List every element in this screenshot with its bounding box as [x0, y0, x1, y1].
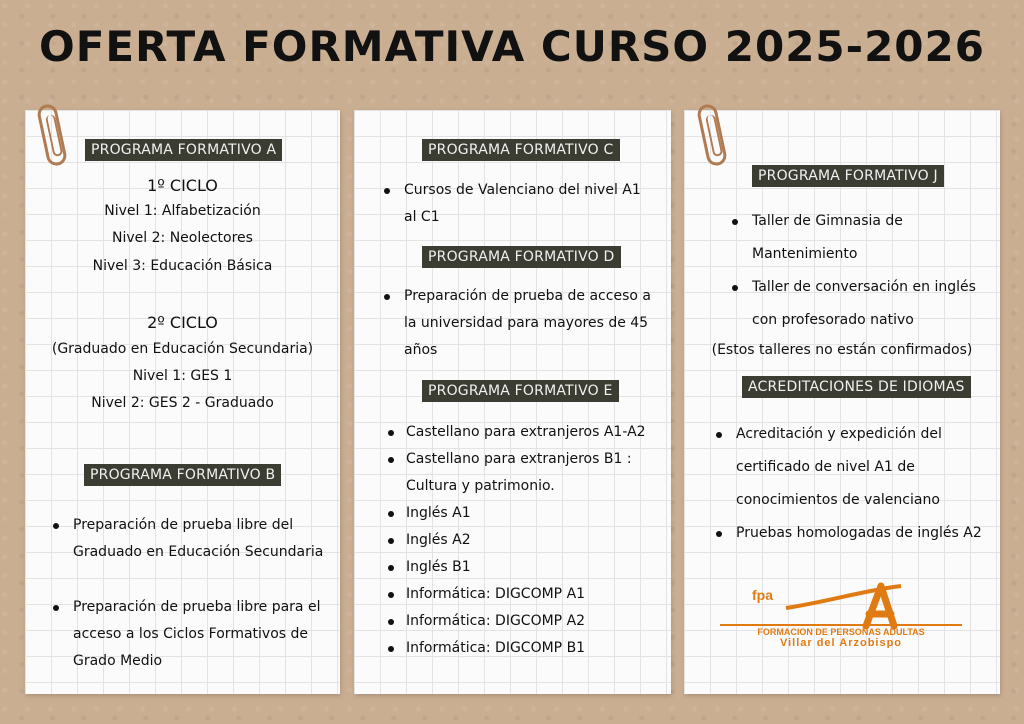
list-item-line: Cultura y patrimonio.: [406, 478, 555, 494]
bullet-icon: [388, 430, 394, 436]
bullet-icon: [732, 219, 738, 225]
list-item-line: Cursos de Valenciano del nivel A1: [404, 182, 641, 198]
bullet-icon: [388, 511, 394, 517]
list-item: [388, 527, 668, 554]
logo-abbr: fpa: [752, 587, 773, 603]
list-item-line: certificado de nivel A1 de: [736, 459, 915, 475]
card-programs-a-b: [25, 110, 340, 694]
list-item: [384, 177, 664, 231]
list-item-label: Informática: DIGCOMP A1: [406, 586, 586, 602]
list-item-line: Acreditación y expedición del: [736, 426, 942, 442]
bullet-icon: [53, 523, 59, 529]
bullet-icon: [388, 592, 394, 598]
list-item-line: Mantenimiento: [752, 246, 858, 262]
cycle1-heading: 1º CICLO: [147, 176, 218, 195]
list-item: [388, 635, 668, 662]
fpa-logo-mark: [716, 578, 966, 648]
bullet-icon: [53, 605, 59, 611]
list-item-line: conocimientos de valenciano: [736, 492, 940, 508]
list-item-line: la universidad para mayores de 45: [404, 315, 649, 331]
level3-text: Nivel 3: Educación Básica: [92, 258, 273, 274]
program-d-tag: PROGRAMA FORMATIVO D: [422, 246, 621, 268]
program-a-tag: PROGRAMA FORMATIVO A: [85, 139, 282, 161]
list-item-line: Castellano para extranjeros B1 :: [406, 451, 632, 467]
list-item: [53, 594, 333, 675]
bullet-icon: [388, 538, 394, 544]
card-programs-c-d-e: [354, 110, 671, 694]
list-item: [53, 512, 333, 566]
bullet-icon: [716, 531, 722, 537]
list-item-label: Pruebas homologadas de inglés A2: [736, 525, 982, 541]
list-item-line: Preparación de prueba de acceso a: [404, 288, 651, 304]
list-item-line: acceso a los Ciclos Formativos de: [73, 626, 309, 642]
list-item: [384, 283, 664, 364]
list-item: [716, 517, 996, 550]
program-c-tag: PROGRAMA FORMATIVO C: [422, 139, 620, 161]
list-item-line: con profesorado nativo: [752, 312, 914, 328]
list-item-line: años: [404, 342, 438, 358]
list-item-line: Preparación de prueba libre del: [73, 517, 294, 533]
program-e-tag: PROGRAMA FORMATIVO E: [422, 380, 619, 402]
list-item: [388, 581, 668, 608]
bullet-icon: [388, 457, 394, 463]
list-item-label: Inglés A2: [406, 532, 471, 548]
fpa-logo: [716, 578, 966, 648]
list-item-label: Inglés A1: [406, 505, 471, 521]
program-b-tag: PROGRAMA FORMATIVO B: [84, 464, 281, 486]
list-item-label: Informática: DIGCOMP B1: [406, 640, 586, 656]
bullet-icon: [716, 432, 722, 438]
list-item: [388, 446, 668, 500]
list-item-line: Preparación de prueba libre para el: [73, 599, 321, 615]
list-item-line: Graduado en Educación Secundaria: [73, 544, 324, 560]
list-item-line: Taller de Gimnasia de: [752, 213, 903, 229]
ges1-text: Nivel 1: GES 1: [132, 368, 233, 384]
level1-text: Nivel 1: Alfabetización: [104, 203, 261, 219]
list-item: [388, 554, 668, 581]
list-item-group: [388, 419, 668, 662]
list-item: [716, 418, 996, 517]
cycle2-subtitle: (Graduado en Educación Secundaria): [51, 341, 314, 357]
bullet-icon: [384, 188, 390, 194]
cycle2-heading: 2º CICLO: [147, 313, 218, 332]
logo-line2: Villar del Arzobispo: [779, 637, 903, 648]
list-item-label: Informática: DIGCOMP A2: [406, 613, 586, 629]
bullet-icon: [388, 646, 394, 652]
ges2-text: Nivel 2: GES 2 - Graduado: [91, 395, 274, 411]
list-item-line: Grado Medio: [73, 653, 163, 669]
bullet-icon: [384, 294, 390, 300]
bullet-icon: [388, 565, 394, 571]
list-item-line: Taller de conversación en inglés: [752, 279, 976, 295]
list-item: [388, 500, 668, 527]
level2-text: Nivel 2: Neolectores: [112, 230, 253, 246]
workshops-note: (Estos talleres no están confirmados): [711, 342, 973, 358]
list-item: [388, 608, 668, 635]
page-title: OFERTA FORMATIVA CURSO 2025-2026: [39, 22, 985, 71]
list-item-line: al C1: [404, 209, 440, 225]
idiomas-tag: ACREDITACIONES DE IDIOMAS: [742, 376, 971, 398]
program-j-tag: PROGRAMA FORMATIVO J: [752, 165, 944, 187]
list-item: [732, 271, 994, 337]
bullet-icon: [388, 619, 394, 625]
list-item: [388, 419, 668, 446]
bullet-icon: [732, 285, 738, 291]
list-item-label: Inglés B1: [406, 559, 471, 575]
list-item: [732, 205, 994, 271]
list-item-label: Castellano para extranjeros A1-A2: [406, 424, 646, 440]
logo-line1: FORMACION DE PERSONAS ADULTAS: [757, 627, 925, 637]
